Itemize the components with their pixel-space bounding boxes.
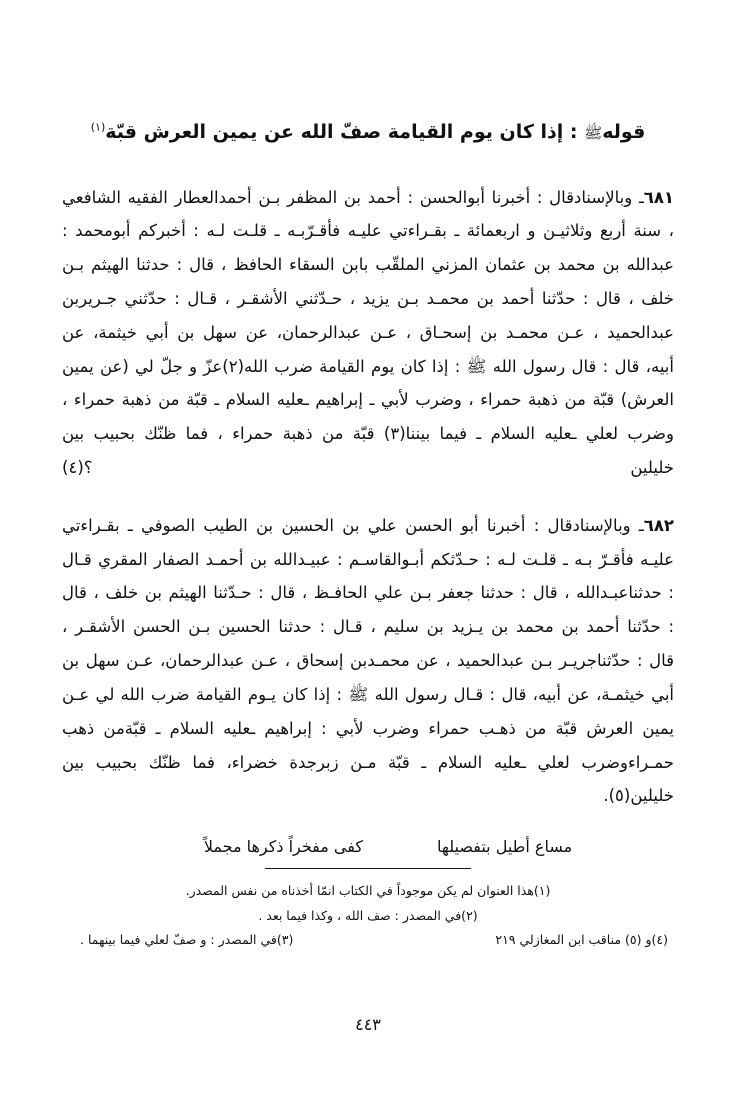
footnotes-block [62,879,674,952]
heading-footnote-marker: (١) [90,120,106,134]
footnote-divider [265,868,471,869]
footnote-2: (٢)في المصدر : صف الله ، وكذا فيما بعد . [258,907,478,923]
footnote-row-3-4 [62,928,674,952]
hadith-text-681: ـ وبالإسنادقال : أخبرنا أبوالحسن : أحمد بن المظفر بـن أحمدالعطار الفقيه الشافعي ، سنة أربع وثلاثيـن و اربعمائة ـ بقـراءتي عليـه فأقـرّبـه ـ قلـت لـه : أخبركم أبومحمد : عبدالله بن محمد بن عثمان المزني الملقّب بابن السقاء الحافظ ، قال : حدثنا الهيثم بـن خلف ، قال : حدّثنا أحمد بن محمـد بـن يزيد ، حـدّثني الأشقـر ، قـال : حدّثني جـريربن عبدالحميد ، عـن محمـد بن إسحـاق ، عـن عبدالرحمان، عن سهل بن أبي خيثمة، عن أبيه، قال : قال رسول الله ﷺ : إذا كان يوم القيامة ضرب الله(٢)عزّ و جلّ لي (عن يمين العرش) قبّة من ذهبة حمراء ، وضرب لأبي ـ إبراهيم ـعليه السلام ـ قبّة من ذهبة حمراء ، وضرب لعلي ـعليه السلام ـ فيما بيننا(٣) قبّة من ذهبة حمراء ، فما ظنّك بحبيب بين خليلين ؟(٤) [62,187,674,477]
prophet-seal-icon: ﷺ [584,124,603,142]
poem-hemistich-right: مساع أطيل بتفصيلها [436,837,573,857]
page-title [62,118,674,147]
footnote-1: (١)هذا العنوان لم يكن موجوداً في الكتاب انمّا أخذناه من نفس المصدر. [185,883,551,899]
hadith-number-682: ٦٨٢ [643,515,674,535]
hadith-paragraph-681 [62,181,674,485]
page-number: ٤٤٣ [355,1015,381,1034]
hadith-paragraph-682 [62,509,674,813]
poem-hemistich-left: كفى مفخراً ذكرها مجملاً [203,837,363,857]
footnote-4: (٤)و (٥) مناقب ابن المغازلي ٢١٩ [495,931,668,947]
heading-text: : إذا كان يوم القيامة صفّ الله عن يمين العرش قبّة [105,121,578,143]
heading-prefix: قوله [602,121,646,143]
footnote-3: (٣)في المصدر : و صفّ لعلي فيما بينهما . [80,931,294,947]
poem-verse [62,837,674,856]
hadith-text-682: ـ وبالإسنادقال : أخبرنا أبو الحسن علي بن الحسين بن الطيب الصوفي ـ بقـراءتي عليـه فأقـرّ بـه ـ قلـت لـه : حـدّثكم أبـوالقاسـم : عبيـدالله بن أحمـد الصفار المقري قـال : حدثناعبـدالله ، قال : حدثنا جعفر بـن علي الحافـظ ، قال : حـدّثنا الهيثم بن خلف ، قال : حدّثنا أحمد بن محمد بن يـزيد بن سليم ، قـال : حدثنا الحسين بـن الحسن الأشقـر ، قال : حدّثناجريـر بـن عبدالحميد ، عن محمـدبن إسحاق ، عـن عبدالرحمان، عـن سهل بن أبي خيثمـة، عن أبيه، قال : قـال رسول الله ﷺ : إذا كان يـوم القيامة ضرب الله لي عـن يمين العرش قبّة من ذهـب حمراء وضرب لأبي : إبراهيم ـعليه السلام ـ قبّةمن ذهب حمـراءوضرب لعلي ـعليه السلام ـ قبّة مـن زبرجدة خضراء، فما ظنّك بحبيب بين خليلين(٥). [62,515,674,806]
hadith-number-681: ٦٨١ [643,187,674,207]
